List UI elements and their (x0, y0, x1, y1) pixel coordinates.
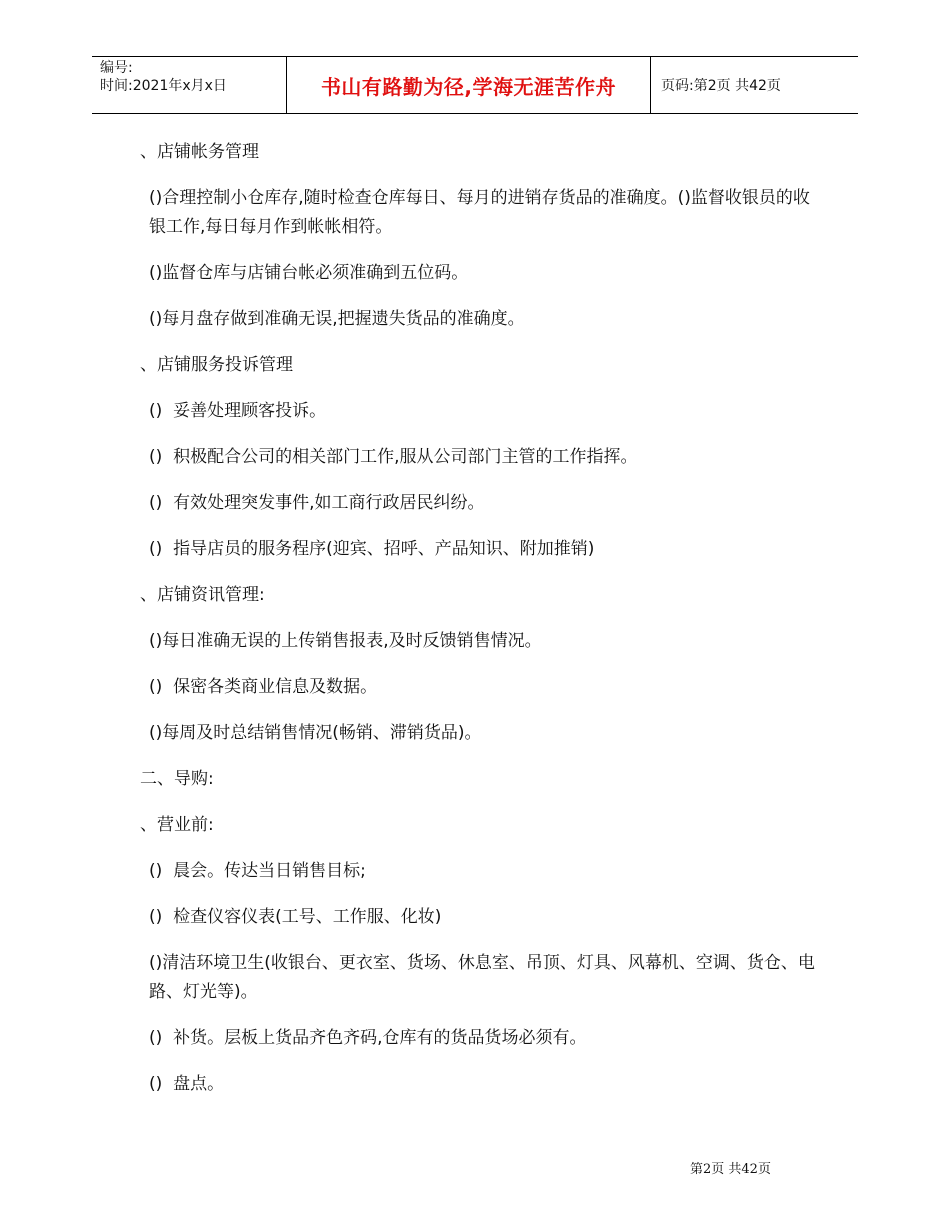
section-heading: 、店铺帐务管理 (140, 142, 259, 162)
list-item: ()每周及时总结销售情况(畅销、滞销货品)。 (149, 723, 482, 743)
list-item: () 积极配合公司的相关部门工作,服从公司部门主管的工作指挥。 (149, 447, 638, 467)
header-page-number: 页码:第2页 共42页 (661, 78, 781, 94)
list-item: () 指导店员的服务程序(迎宾、招呼、产品知识、附加推销) (149, 539, 595, 559)
list-item: ()合理控制小仓库存,随时检查仓库每日、每月的进销存货品的准确度。()监督收银员的收银工作,每日每月作到帐帐相符。 (149, 188, 810, 237)
page-header (92, 56, 858, 114)
list-item: () 补货。层板上货品齐色齐码,仓库有的货品货场必须有。 (149, 1028, 587, 1048)
document-date: 时间:2021年x月x日 (100, 78, 227, 94)
section-heading: 、营业前: (140, 815, 214, 835)
header-meta (92, 57, 287, 113)
list-item: () 有效处理突发事件,如工商行政居民纠纷。 (149, 493, 485, 513)
list-item: () 盘点。 (149, 1074, 225, 1094)
list-item: () 妥善处理顾客投诉。 (149, 401, 327, 421)
header-motto: 书山有路勤为径,学海无涯苦作舟 (287, 57, 651, 113)
section-heading: 、店铺服务投诉管理 (140, 355, 293, 375)
list-item: ()每月盘存做到准确无误,把握遗失货品的准确度。 (149, 309, 525, 329)
list-item: ()清洁环境卫生(收银台、更衣室、货场、休息室、吊顶、灯具、风幕机、空调、货仓、电路、灯光等)。 (149, 953, 815, 1002)
document-number: 编号: (100, 60, 133, 76)
section-heading: 、店铺资讯管理: (140, 585, 265, 605)
list-item: () 晨会。传达当日销售目标; (149, 861, 366, 881)
document-body (140, 138, 820, 1116)
list-item: () 检查仪容仪表(工号、工作服、化妆) (149, 907, 442, 927)
list-item: ()每日准确无误的上传销售报表,及时反馈销售情况。 (149, 631, 542, 651)
list-item: () 保密各类商业信息及数据。 (149, 677, 378, 697)
list-item: ()监督仓库与店铺台帐必须准确到五位码。 (149, 263, 469, 283)
section-heading: 二、导购: (140, 769, 214, 789)
page-footer-number: 第2页 共42页 (690, 1162, 771, 1177)
